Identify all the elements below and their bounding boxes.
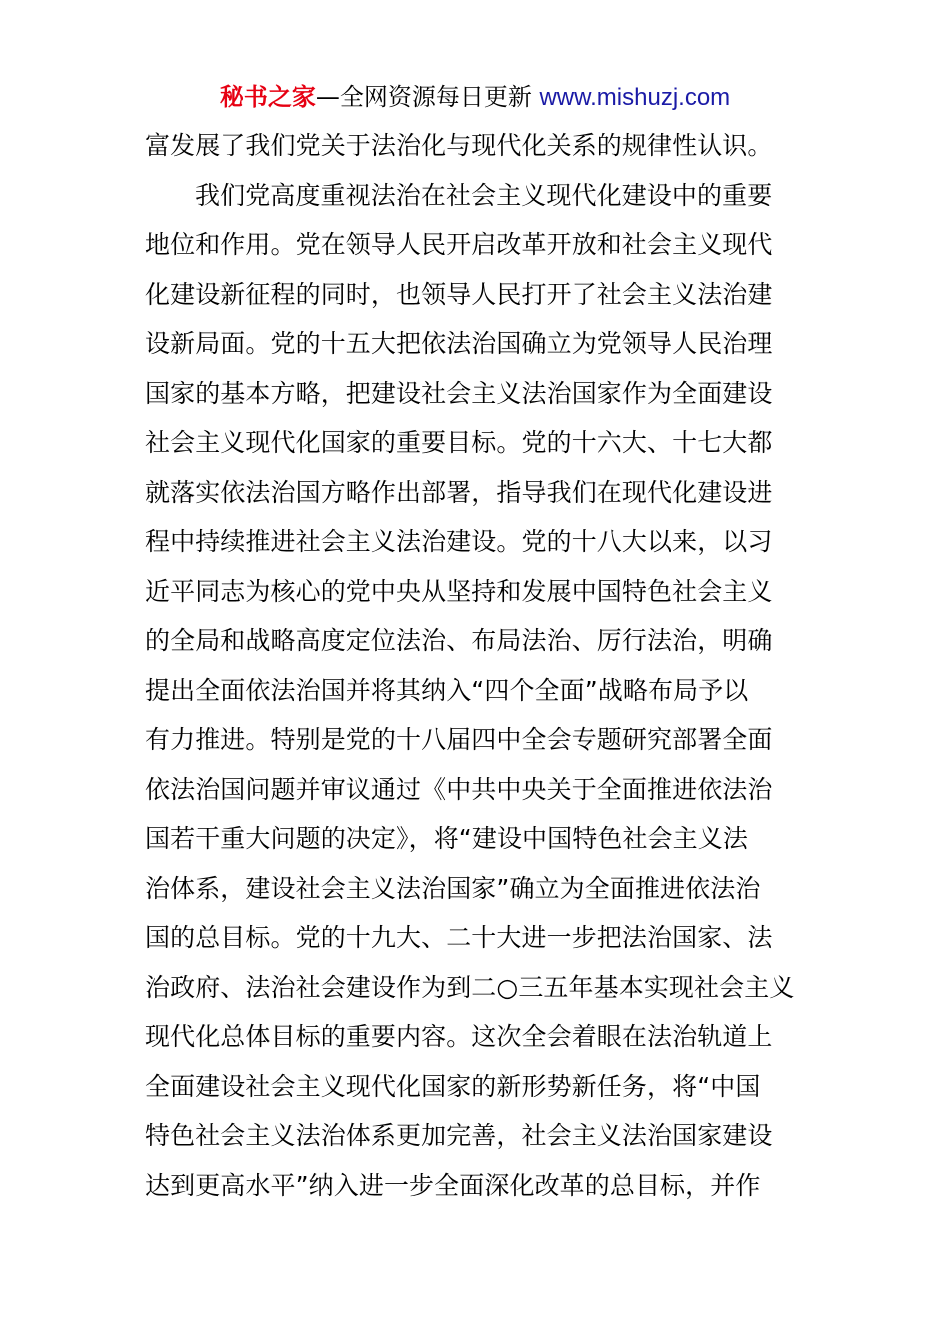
text-line: 设新局面。党的十五大把依法治国确立为党领导人民治理: [145, 329, 773, 358]
site-brand: 秘书之家: [219, 83, 316, 111]
text-line: 依法治国问题并审议通过《中共中央关于全面推进依法治: [145, 774, 773, 804]
text-line: 国若干重大问题的决定》，将“建设中国特色社会主义法: [145, 824, 748, 853]
site-tagline: —全网资源每日更新: [315, 83, 532, 111]
text-line: 达到更高水平”纳入进一步全面深化改革的总目标，并作: [145, 1170, 761, 1200]
text-line: 治体系，建设社会主义法治国家”确立为全面推进依法治: [145, 873, 761, 903]
text-line: 现代化总体目标的重要内容。这次全会着眼在法治轨道上: [145, 1022, 773, 1051]
text-line: 化建设新征程的同时，也领导人民打开了社会主义法治建: [145, 279, 773, 309]
text-line: 的全局和战略高度定位法治、布局法治、厉行法治，明确: [145, 626, 773, 655]
text-line: 就落实依法治国方略作出部署，指导我们在现代化建设进: [145, 477, 773, 507]
text-line: 国家的基本方略，把建设社会主义法治国家作为全面建设: [145, 378, 773, 408]
text-line: 提出全面依法治国并将其纳入“四个全面”战略布局予以: [145, 675, 749, 705]
site-header: [0, 80, 950, 115]
site-url-link[interactable]: www.mishuzj.com: [539, 84, 731, 111]
text-line: 社会主义现代化国家的重要目标。党的十六大、十七大都: [145, 428, 773, 457]
text-line: 地位和作用。党在领导人民开启改革开放和社会主义现代: [145, 230, 773, 259]
text-line: 国的总目标。党的十九大、二十大进一步把法治国家、法: [145, 923, 773, 952]
document-body: [145, 121, 810, 1210]
text-line: 富发展了我们党关于法治化与现代化关系的规律性认识。: [145, 131, 773, 160]
text-line: 全面建设社会主义现代化国家的新形势新任务，将“中国: [145, 1071, 761, 1101]
text-line: 治政府、法治社会建设作为到二○三五年基本实现社会主义: [145, 972, 795, 1002]
paragraph-first-line: 我们党高度重视法治在社会主义现代化建设中的重要: [195, 180, 773, 210]
text-line: 有力推进。特别是党的十八届四中全会专题研究部署全面: [145, 725, 773, 754]
text-line: 近平同志为核心的党中央从坚持和发展中国特色社会主义: [145, 576, 773, 606]
text-line: 特色社会主义法治体系更加完善，社会主义法治国家建设: [145, 1121, 773, 1150]
text-line: 程中持续推进社会主义法治建设。党的十八大以来，以习: [145, 527, 773, 556]
